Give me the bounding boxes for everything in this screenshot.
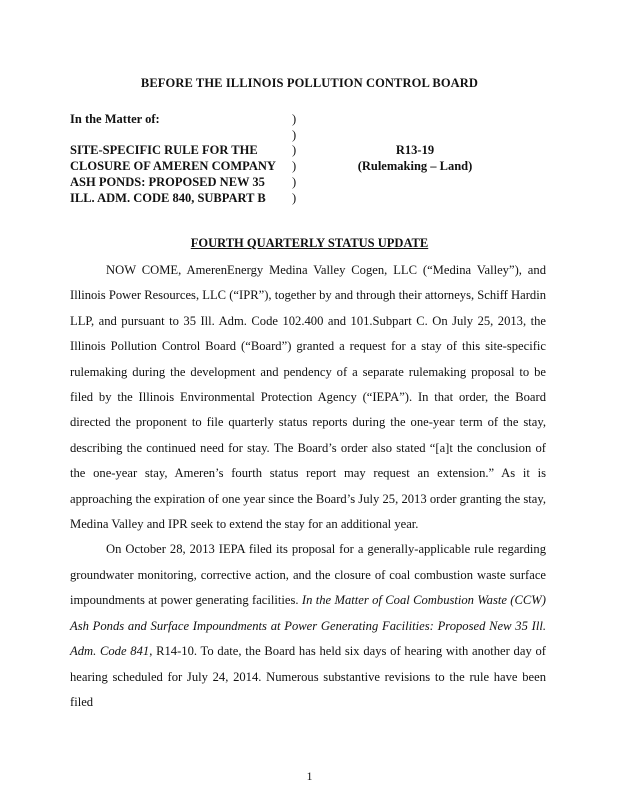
body-text: [70, 258, 546, 715]
page-number: 1: [306, 769, 313, 783]
board-heading: BEFORE THE ILLINOIS POLLUTION CONTROL BOARD: [140, 76, 479, 90]
caption-line-3: ASH PONDS: PROPOSED NEW 35: [70, 175, 265, 189]
case-citation: In the Matter of Coal Combustion Waste (CCW) Ash Ponds and Surface Impoundments at Power Generating Facilities: Proposed New 35 Ill. Adm. Code 841: [70, 593, 546, 659]
docket-number: R13-19: [395, 143, 435, 157]
caption-paren: ): [292, 175, 297, 189]
paragraph-2-intro: On October 28, 2013 IEPA filed its proposal for a generally-applicable rule regarding groundwater monitoring, corrective action, and the closure of coal combustion waste surface impoundments at power generating facilities.: [70, 542, 546, 608]
caption-line-4: ILL. ADM. CODE 840, SUBPART B: [70, 191, 266, 205]
caption-line-1: SITE-SPECIFIC RULE FOR THE: [70, 143, 258, 157]
caption-paren: ): [292, 112, 297, 126]
paragraph-2-rest: , R14-10. To date, the Board has held six days of hearing with another day of hearing scheduled for July 24, 2014. Numerous substantive revisions to the rule have been filed: [70, 644, 546, 709]
caption-line-2: CLOSURE OF AMEREN COMPANY: [70, 159, 276, 173]
paragraph-1: NOW COME, AmerenEnergy Medina Valley Cogen, LLC (“Medina Valley”), and Illinois Power Resources, LLC (“IPR”), together by and through their attorneys, Schiff Hardin LLP, and pursuant to 35 Ill. Adm. Code 102.400 and 101.Subpart C. On July 25, 2013, the Illinois Pollution Control Board (“Board”) granted a request for a stay of this site-specific rulemaking during the development and pendency of a separate rulemaking proposal to be filed by the Illinois Environmental Protection Agency (“IEPA”). In that order, the Board directed the proponent to file quarterly status reports during the one-year term of the stay, describing the continued need for stay. The Board’s order also stated “[a]t the conclusion of the one-year stay, Ameren’s fourth status report may request an extension.” As it is approaching the expiration of one year since the Board’s July 25, 2013 order granting the stay, Medina Valley and IPR seek to extend the stay for an additional year.: [70, 263, 546, 532]
caption-paren: ): [292, 191, 297, 205]
caption-paren: ): [292, 143, 297, 157]
caption-paren: ): [292, 128, 297, 142]
caption-in-the-matter: In the Matter of:: [70, 112, 160, 126]
document-title: FOURTH QUARTERLY STATUS UPDATE: [190, 236, 429, 250]
docket-type: (Rulemaking – Land): [357, 159, 473, 173]
paragraph-2: [70, 537, 546, 715]
caption-paren: ): [292, 159, 297, 173]
